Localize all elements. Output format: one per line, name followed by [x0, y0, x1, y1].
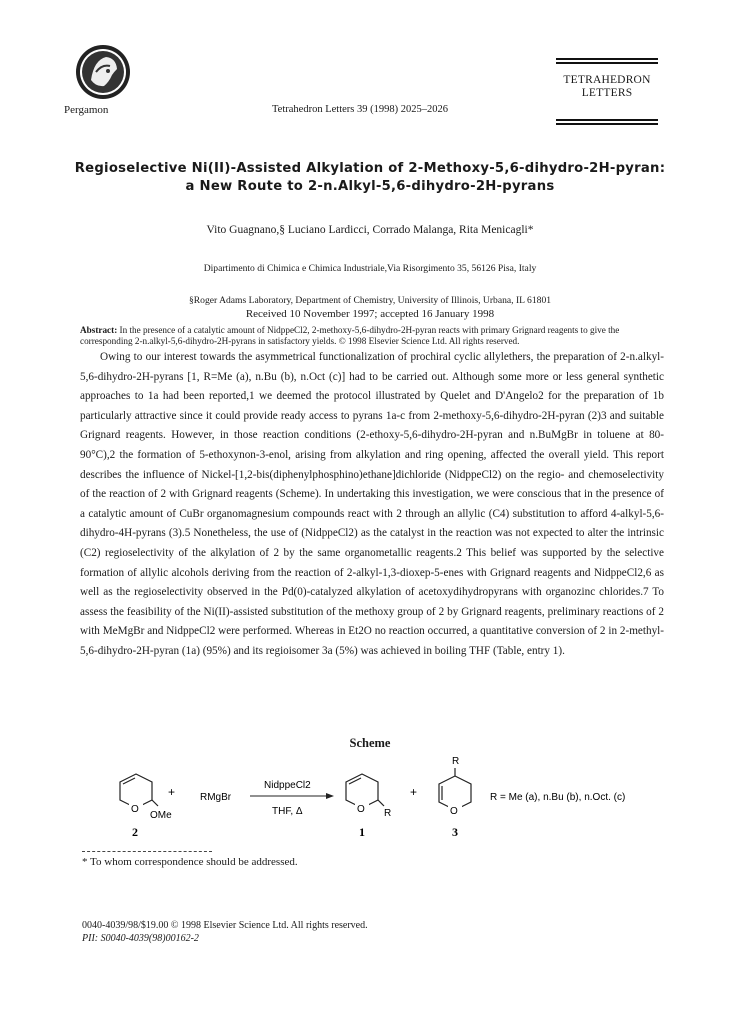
- plus-sign-1: +: [168, 785, 176, 799]
- abstract-text: In the presence of a catalytic amount of NidppeCl2, 2-methoxy-5,6-dihydro-2H-pyran reacts with primary Grignard reagents to give the corresponding 2-n.alkyl-5,6-dihydro-2H-pyrans in satisfactory yields. © 1998 Elsevier Science Ltd. All rights reserved.: [80, 325, 620, 347]
- authors: Vito Guagnano,§ Luciano Lardicci, Corrado Malanga, Rita Menicagli*: [206, 224, 534, 236]
- plus-sign-2: +: [410, 785, 418, 799]
- affiliation-illinois: §Roger Adams Laboratory, Department of Chemistry, University of Illinois, Urbana, IL 61801: [188, 295, 552, 306]
- compound-1-oxygen: O: [357, 804, 365, 815]
- abstract-label: Abstract:: [80, 325, 118, 335]
- journal-bottom-rule: [556, 119, 658, 127]
- compound-2-oxygen: O: [131, 804, 139, 815]
- conditions-label: THF, Δ: [272, 806, 303, 817]
- title-line2: a New Route to 2-n.Alkyl-5,6-dihydro-2H-pyrans: [185, 179, 555, 194]
- body-paragraph: Owing to our interest towards the asymmetrical functionalization of prochiral cyclic allylethers, the preparation of 2-n.alkyl-5,6-dihydro-2H-pyrans [1, R=Me (a), n.Bu (b), n.Oct (c)] had to be carried out. Although some more or less general synthetic approaches to 1a had been reported,1 we deemed the protocol illustrated by Quelet and D'Angelo2 for the preparation of 1b particularly attractive since it could provide ready access to pyrans 1a-c from 2-methoxy-5,6-dihydro-2H-pyran (2)3 and suitable Grignard reagents. However, in those reaction conditions (2-ethoxy-5,6-dihydro-2H-pyran and n.BuMgBr in toluene at 80-90°C),2 the formation of 5-ethoxynon-3-enol, arising from alkylation and ring opening, affected the overall yield. This report describes the influence of Nickel-[1,2-bis(diphenylphosphino)ethane]dichloride (NidppeCl2) on the regio- and chemoselectivity of the reaction of 2 with Grignard reagents (Scheme). In undertaking this investigation, we were conscious that in the presence of a catalytic amount of CuBr organomagnesium compounds react with 2 through an allylic (C4) substitution to afford 4-alkyl-5,6-dihydro-4H-pyrans (3).5 Nonetheless, the use of (NidppeCl2) as the catalyst in the reaction was not expected to alter the intrinsic (C2) regioselectivity of the alkylation of 2 by the same organometallic reagents.2 This belief was supported by the selective formation of allylic alcohols deriving from the reaction of 2-alkyl-1,3-dioxep-5-enes with Grignard reagents and NidppeCl2,6 as well as the regioselectivity observed in the Pd(0)-catalyzed alkylation of acetoxydihydropyrans with organozinc chlorides.7 To assess the feasibility of the Ni(II)-assisted substitution of the methoxy group of 2 by Grignard reagents, preliminary reactions of 2 with MeMgBr and NidppeCl2 were performed. Whereas in Et2O no reaction occurred, a quantitative conversion of 2 in 2-methyl-5,6-dihydro-2H-pyran (1a) (95%) and its regioisomer 3a (5%) was achieved in boiling THF (Table, entry 1).: [80, 351, 664, 657]
- pii-line: PII: S0040-4039(98)00162-2: [82, 933, 199, 944]
- compound-2-ome: OMe: [150, 810, 172, 821]
- copyright-block: [82, 919, 368, 945]
- received-dates: Received 10 November 1997; accepted 16 January 1998: [245, 308, 495, 320]
- journal-line2: LETTERS: [581, 87, 633, 99]
- journal-name: [556, 74, 658, 100]
- compound-3-r: R: [452, 756, 460, 767]
- journal-top-rule: [556, 58, 658, 66]
- abstract: [80, 325, 664, 348]
- reaction-arrow-icon: [326, 793, 334, 799]
- pergamon-logo-icon: [74, 42, 132, 102]
- compound-label-3: 3: [452, 825, 458, 839]
- reagent-rmgbr: RMgBr: [200, 792, 232, 803]
- compound-3-oxygen: O: [450, 806, 458, 817]
- r-group-definition: R = Me (a), n.Bu (b), n.Oct. (c): [490, 792, 626, 803]
- title-line1: Regioselective Ni(II)-Assisted Alkylation of 2-Methoxy-5,6-dihydro-2H-pyran:: [74, 161, 666, 176]
- citation: Tetrahedron Letters 39 (1998) 2025–2026: [272, 104, 448, 115]
- journal-line1: TETRAHEDRON: [563, 74, 651, 86]
- compound-label-2: 2: [132, 825, 138, 839]
- compound-label-1: 1: [359, 825, 365, 839]
- publisher-name: Pergamon: [64, 104, 109, 116]
- copyright-line: 0040-4039/98/$19.00 © 1998 Elsevier Science Ltd. All rights reserved.: [82, 920, 368, 931]
- compound-1-r: R: [384, 808, 392, 819]
- catalyst-label: NidppeCl2: [264, 780, 311, 791]
- correspondence-footnote: * To whom correspondence should be addressed.: [82, 856, 298, 868]
- article-title: [60, 160, 680, 196]
- scheme-title: Scheme: [349, 736, 391, 750]
- footnote-separator: [82, 851, 212, 852]
- affiliation-pisa: Dipartimento di Chimica e Chimica Industriale,Via Risorgimento 35, 56126 Pisa, Italy: [203, 263, 537, 274]
